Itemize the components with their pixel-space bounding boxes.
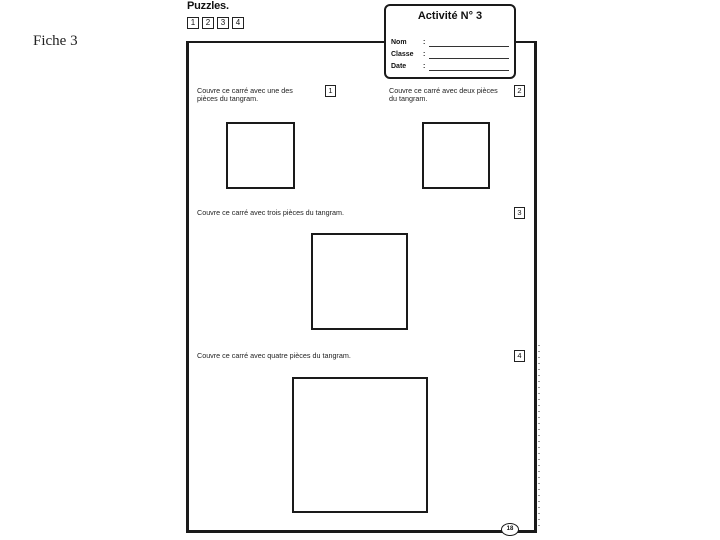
level-tab-4: 4 <box>232 17 244 29</box>
date-field-label: Date <box>391 63 407 70</box>
class-field-line <box>429 58 509 59</box>
exercise-1-line2: pièces du tangram. <box>197 94 259 103</box>
exercise-1-instruction <box>197 87 293 103</box>
exercise-4-number: 4 <box>514 350 525 362</box>
exercise-1-line1: Couvre ce carré avec une des <box>197 86 293 95</box>
exercise-3-number: 3 <box>514 207 525 219</box>
level-tabs <box>187 17 244 29</box>
level-tab-1: 1 <box>187 17 199 29</box>
class-field-label: Classe <box>391 51 414 58</box>
exercise-4-square <box>292 377 428 513</box>
page-number: 18 <box>501 523 519 536</box>
exercise-3-instruction <box>197 209 344 217</box>
exercise-2-number: 2 <box>514 85 525 97</box>
date-field-colon: : <box>423 63 426 70</box>
slide-label: Fiche 3 <box>33 33 78 49</box>
class-field <box>391 51 426 58</box>
activity-title: Activité N° 3 <box>417 10 483 22</box>
name-field-line <box>429 46 509 47</box>
exercise-1-square <box>226 122 295 189</box>
level-tab-2: 2 <box>202 17 214 29</box>
exercise-3-square <box>311 233 408 330</box>
margin-ticks <box>538 345 540 530</box>
activity-header-box <box>384 4 516 79</box>
exercise-4-instruction <box>197 352 351 360</box>
date-field-line <box>429 70 509 71</box>
exercise-2-instruction <box>389 87 498 103</box>
date-field <box>391 63 426 70</box>
exercise-4-line1: Couvre ce carré avec quatre pièces du tangram. <box>197 351 351 360</box>
exercise-3-line1: Couvre ce carré avec trois pièces du tangram. <box>197 208 345 217</box>
name-field <box>391 39 426 46</box>
exercise-2-line1: Couvre ce carré avec deux pièces <box>389 86 498 95</box>
exercise-2-square <box>422 122 490 189</box>
name-field-colon: : <box>423 39 426 46</box>
exercise-2-line2: du tangram. <box>389 94 428 103</box>
worksheet-title: Puzzles. <box>187 0 229 12</box>
name-field-label: Nom <box>391 39 407 46</box>
exercise-1-number: 1 <box>325 85 336 97</box>
class-field-colon: : <box>423 51 426 58</box>
level-tab-3: 3 <box>217 17 229 29</box>
